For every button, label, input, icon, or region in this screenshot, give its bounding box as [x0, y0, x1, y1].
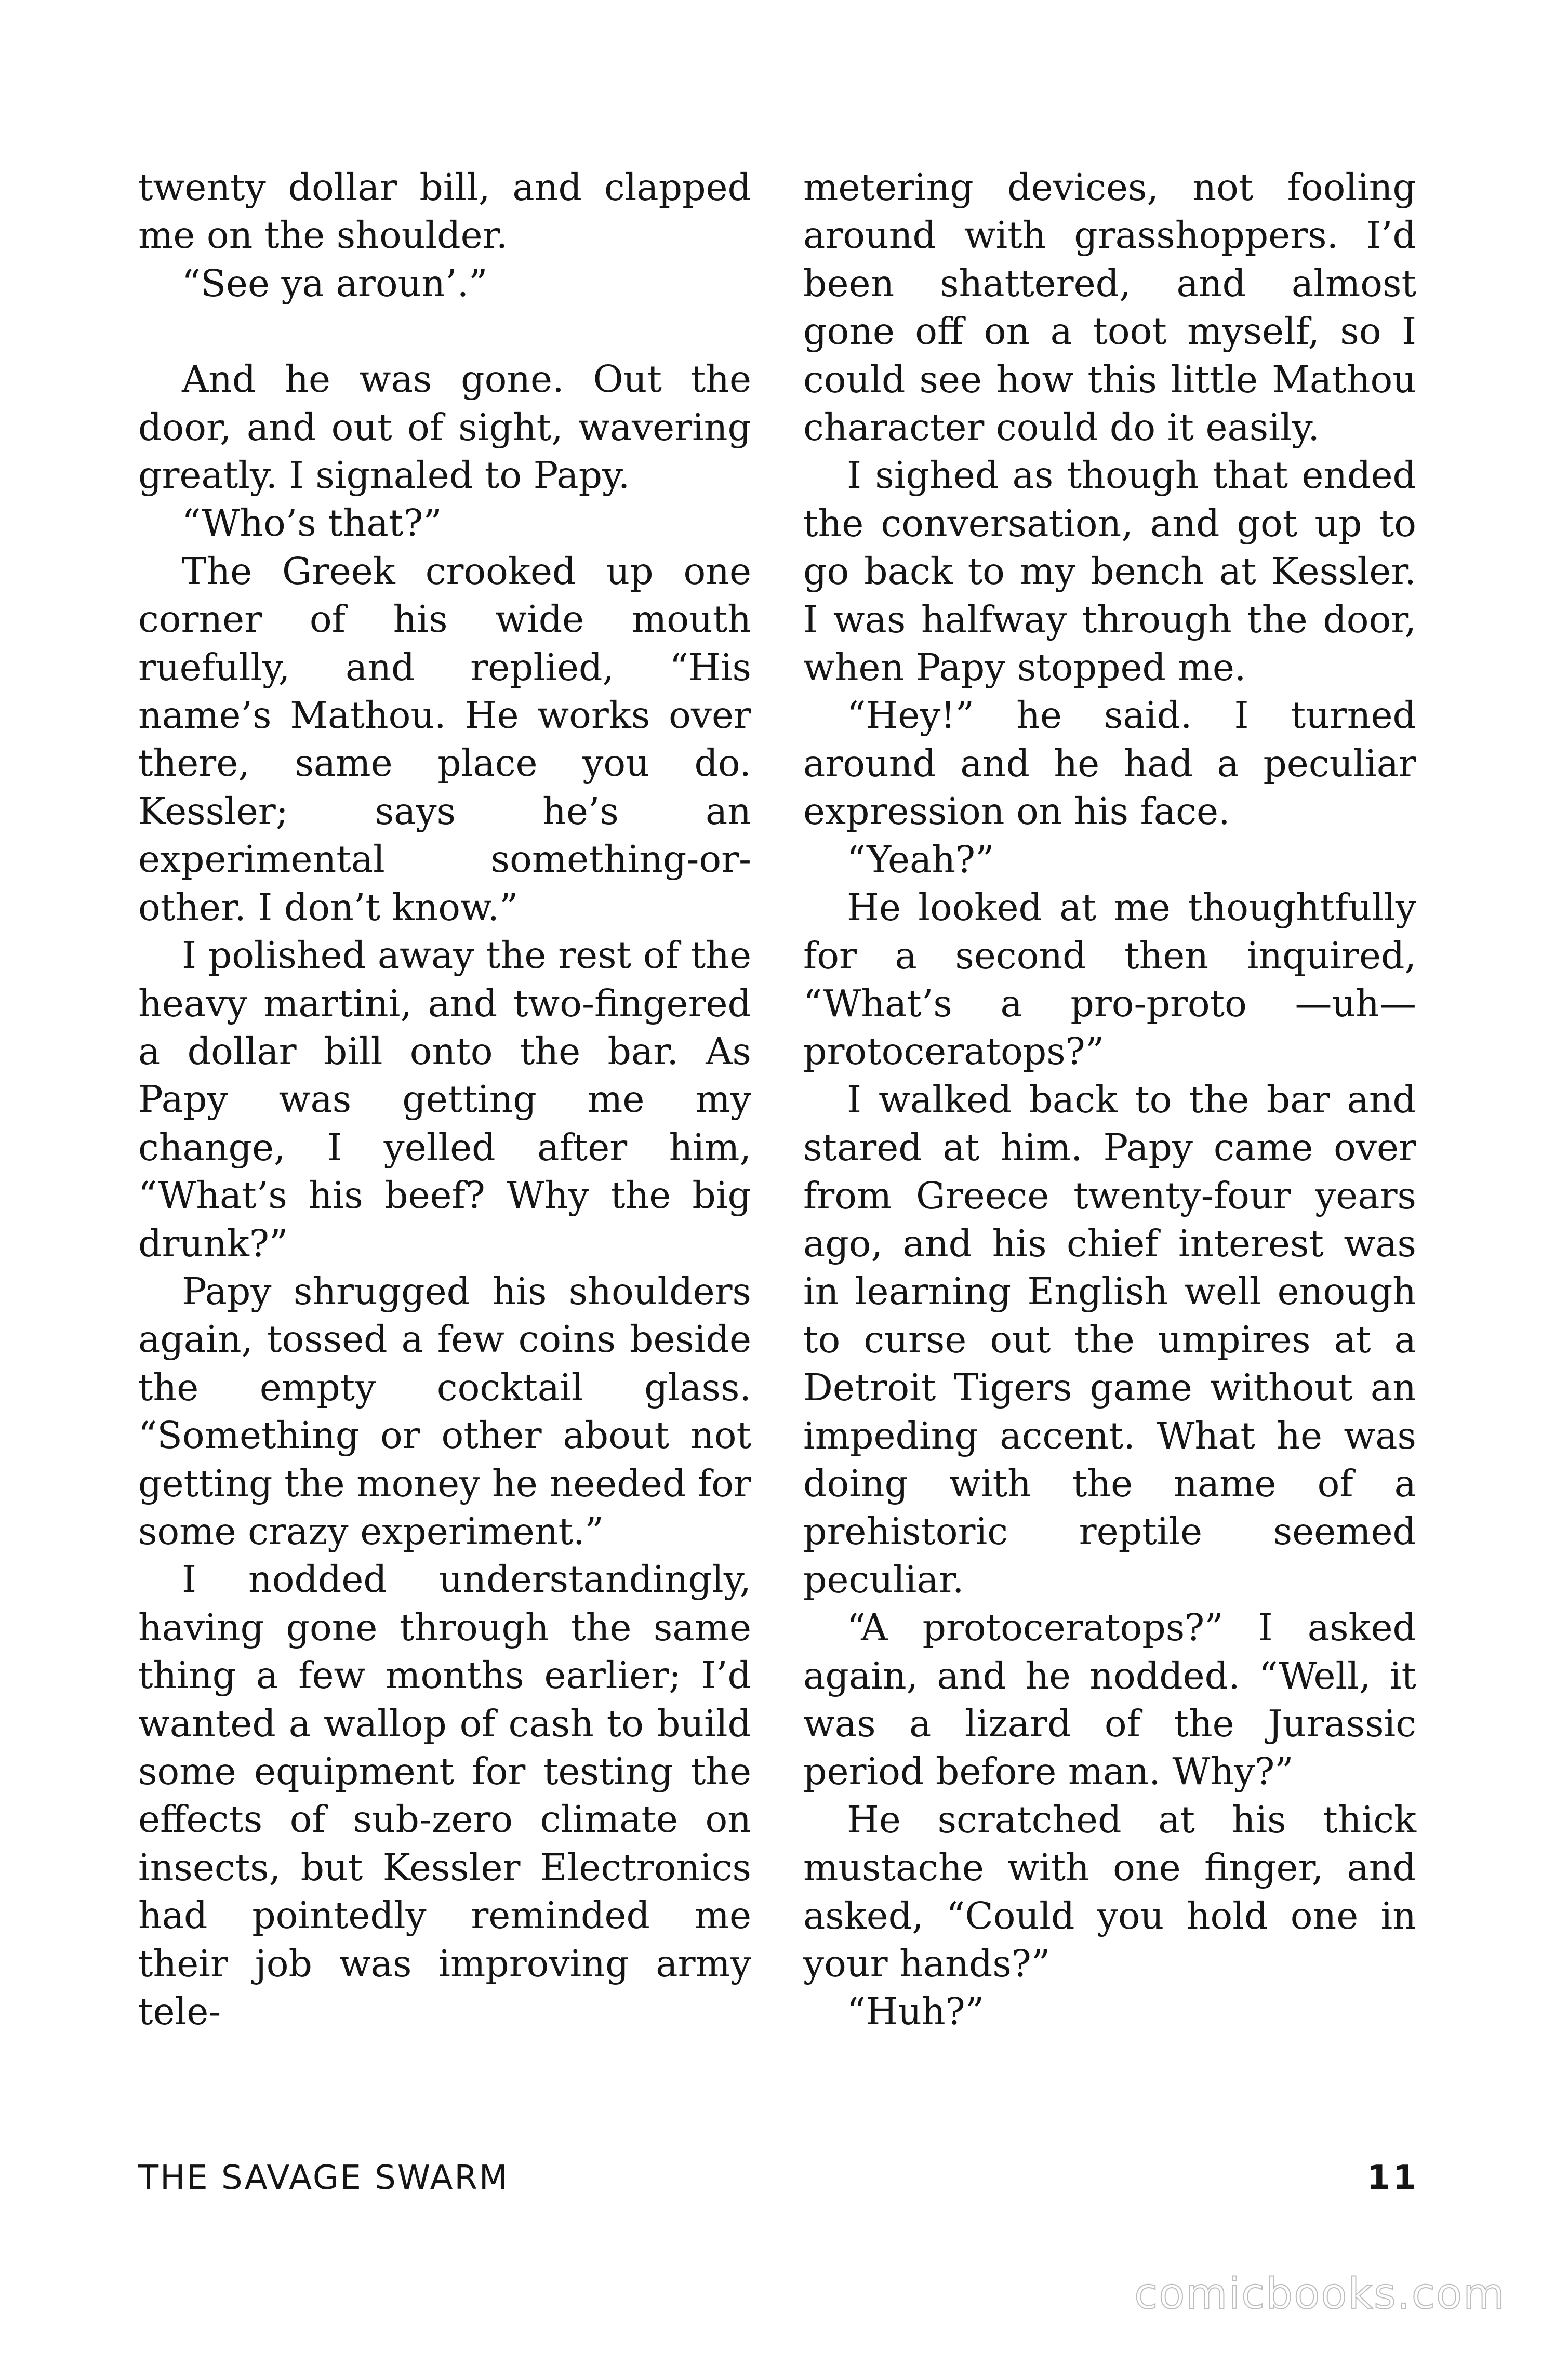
left-text-column [138, 164, 751, 2036]
paragraph: He looked at me thoughtfully for a second then inquired, “What’s a pro-proto —uh—protoceratops?” [803, 886, 1416, 1073]
paragraph: I walked back to the bar and stared at him. Papy came over from Greece twenty-four years ago, and his chief interest was in learning English well enough to curse out the umpires at a Detroit Tigers game without an impeding accent. What he was doing with the name of a prehistoric reptile seemed peculiar. [803, 1078, 1416, 1601]
paragraph: “Who’s that?” [182, 501, 442, 545]
paragraph: twenty dollar bill, and clapped me on the shoulder. [138, 166, 751, 257]
paragraph: “Hey!” he said. I turned around and he had a peculiar expression on his face. [803, 694, 1416, 833]
paragraph: “Huh?” [847, 1990, 985, 2034]
paragraph: Papy shrugged his shoulders again, tossed a few coins beside the empty cocktail glass. “Something or other about not getting the money he needed for some crazy experiment.” [138, 1269, 751, 1553]
paragraph: “A protoceratops?” I asked again, and he nodded. “Well, it was a lizard of the Jurassic period before man. Why?” [803, 1606, 1416, 1794]
paragraph: “Yeah?” [847, 838, 994, 881]
paragraph: The Greek crooked up one corner of his wide mouth ruefully, and replied, “His name’s Mathou. He works over there, same place you do. Kessler; says he’s an experimental something-or-other. I don’t know.” [138, 549, 751, 929]
paragraph: I nodded understandingly, having gone through the same thing a few months earlier; I’d wanted a wallop of cash to build some equipment for testing the effects of sub-zero climate on insects, but Kessler Electronics had pointedly reminded me their job was improving army tele- [138, 1558, 751, 2034]
paragraph: And he was gone. Out the door, and out of sight, wavering greatly. I signaled to Papy. [138, 357, 751, 497]
paragraph: I sighed as though that ended the conversation, and got up to go back to my bench at Kessler. I was halfway through the door, when Papy stopped me. [803, 454, 1416, 689]
right-text-column [803, 164, 1416, 2036]
paragraph: metering devices, not fooling around with grasshoppers. I’d been shattered, and almost gone off on a toot myself, so I could see how this little Mathou character could do it easily. [803, 166, 1416, 449]
paragraph: He scratched at his thick mustache with one finger, and asked, “Could you hold one in your hands?” [803, 1798, 1416, 1986]
running-footer-title: THE SAVAGE SWARM [138, 2159, 510, 2197]
watermark-logo: comicbooks.com [1134, 2269, 1506, 2319]
paragraph: I polished away the rest of the heavy martini, and two-fingered a dollar bill onto the bar. As Papy was getting me my change, I yelled after him, “What’s his beef? Why the big drunk?” [138, 934, 751, 1265]
paragraph: “See ya aroun’.” [182, 261, 488, 305]
page-number: 11 [1366, 2159, 1419, 2197]
